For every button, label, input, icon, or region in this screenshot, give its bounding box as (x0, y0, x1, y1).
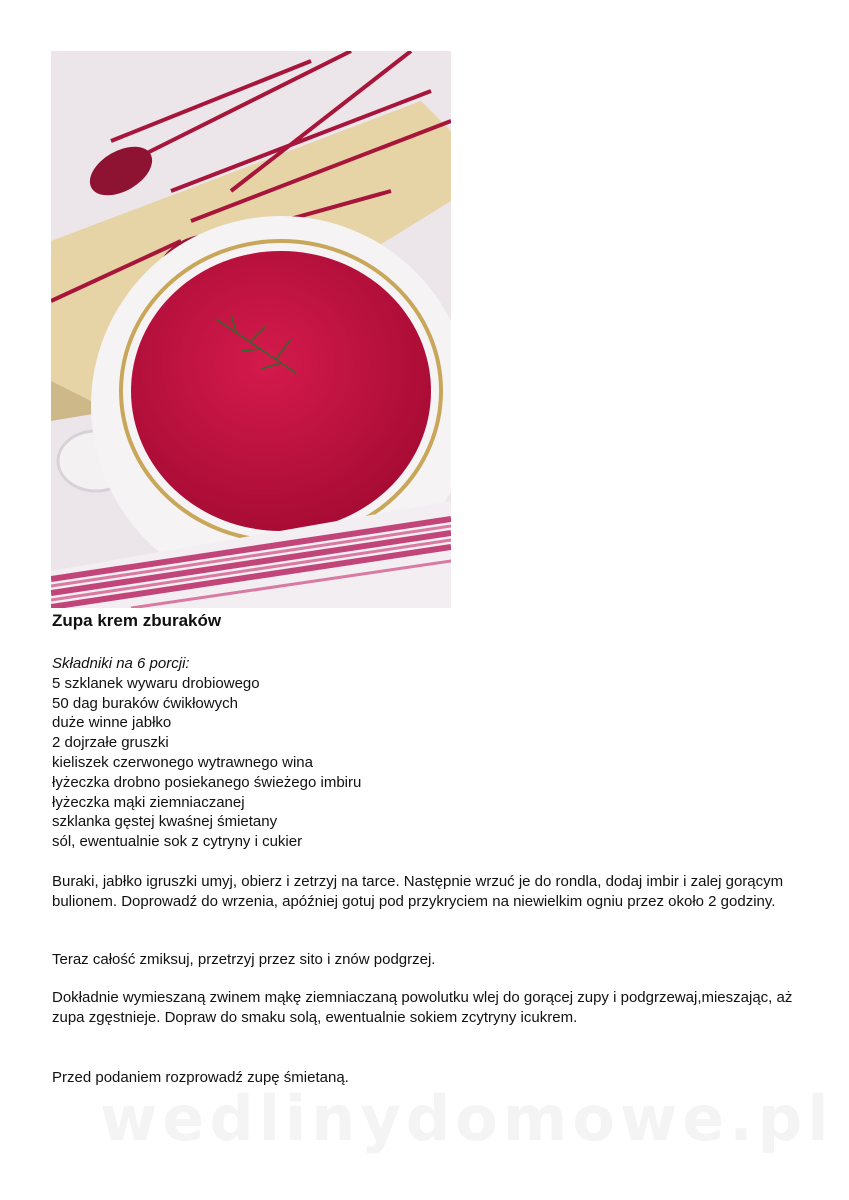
ingredient-item: szklanka gęstej kwaśnej śmietany (52, 813, 278, 831)
ingredients-list (52, 674, 361, 852)
recipe-title: Zupa krem zburaków (52, 611, 222, 630)
ingredient-item: duże winne jabłko (52, 714, 172, 732)
step-paragraph: Buraki, jabłko igruszki umyj, obierz i zetrzyj na tarce. Następnie wrzuć je do rondla, dodaj imbir i zalej gorącym bulionem. Doprowadź do wrzenia, apóźniej gotuj pod przykryciem na niewielkim ogniu przez około 2 godziny. (52, 873, 784, 910)
watermark: wedlinydomowe.pl (100, 1082, 834, 1155)
ingredient-item: 50 dag buraków ćwikłowych (52, 694, 238, 712)
ingredient-item: sól, ewentualnie sok z cytryny i cukier (52, 833, 303, 851)
step-paragraph: Przed podaniem rozprowadź zupę śmietaną. (52, 1069, 349, 1086)
ingredients-section (52, 654, 361, 852)
step-paragraph: Teraz całość zmiksuj, przetrzyj przez sito i znów podgrzej. (52, 951, 436, 968)
ingredients-heading: Składniki na 6 porcji: (52, 655, 190, 672)
step-paragraph: Dokładnie wymieszaną zwinem mąkę ziemniaczaną powolutku wlej do gorącej zupy i podgrzewaj,mieszając, aż zupa zgęstnieje. Dopraw do smaku solą, ewentualnie sokiem zcytryny icukrem. (52, 989, 793, 1026)
ingredient-item: łyżeczka drobno posiekanego świeżego imbiru (52, 773, 362, 791)
ingredient-item: 2 dojrzałe gruszki (52, 734, 169, 752)
ingredient-item: kieliszek czerwonego wytrawnego wina (52, 753, 313, 771)
ingredient-item: 5 szklanek wywaru drobiowego (52, 674, 260, 692)
ingredient-item: łyżeczka mąki ziemniaczanej (52, 793, 245, 811)
soup-photo (51, 51, 451, 608)
